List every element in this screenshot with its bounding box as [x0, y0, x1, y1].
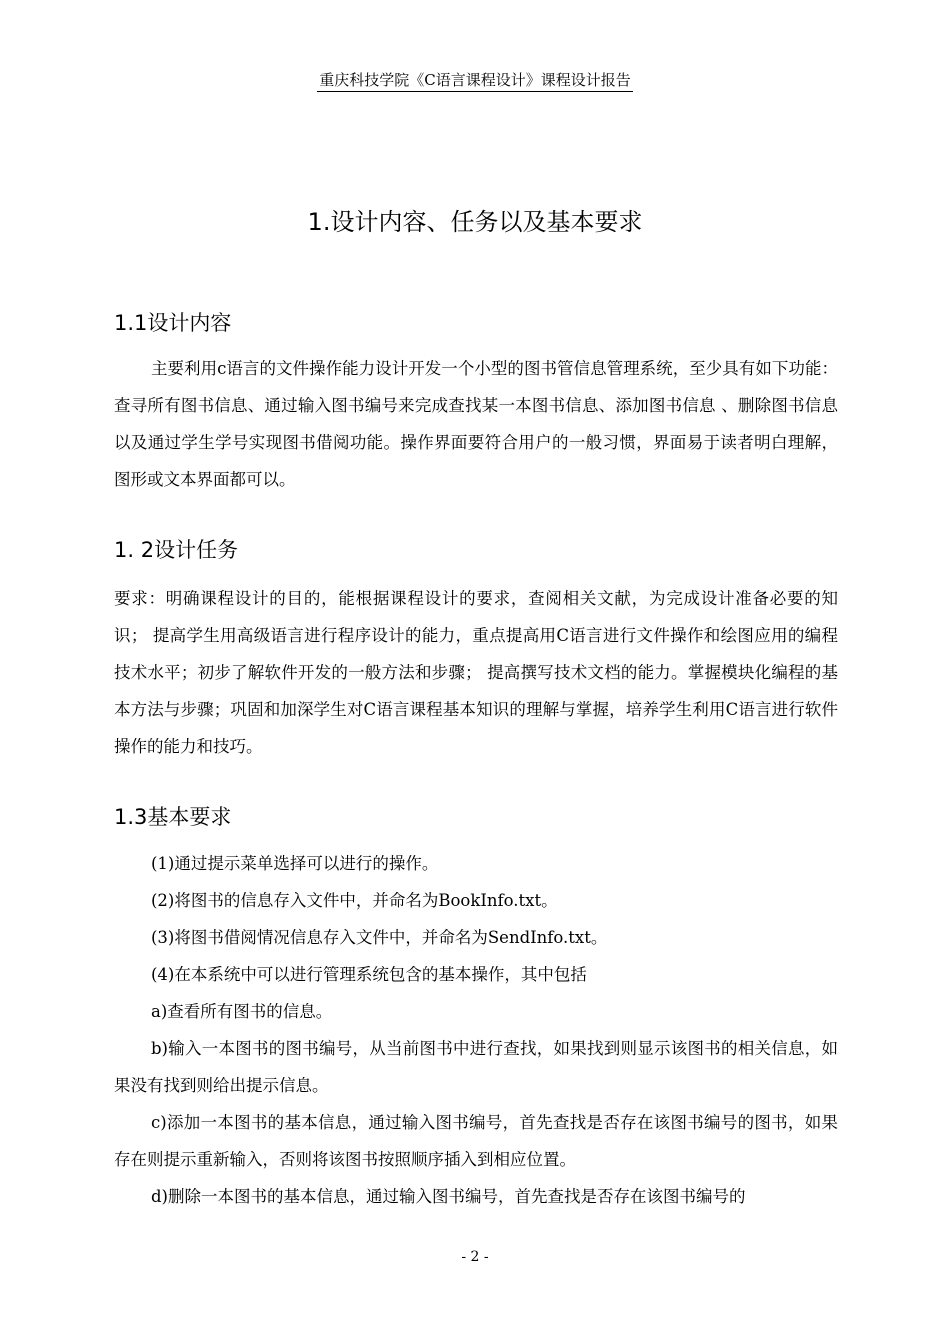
requirement-item: c)添加一本图书的基本信息，通过输入图书编号，首先查找是否存在该图书编号的图书，如果存在则提示重新输入，否则将该图书按照顺序插入到相应位置。 [114, 1113, 838, 1169]
requirement-item: d)删除一本图书的基本信息，通过输入图书编号，首先查找是否存在该图书编号的 [151, 1187, 746, 1206]
section-task-body: 要求：明确课程设计的目的，能根据课程设计的要求，查阅相关文献，为完成设计准备必要的知识； 提高学生用高级语言进行程序设计的能力，重点提高用C语言进行文件操作和绘图应用的编程技术水平；初步了解软件开发的一般方法和步骤； 提高撰写技术文档的能力。掌握模块化编程的基本方法与步骤；巩固和加深学生对C语言课程基本知识的理解与掌握，培养学生利用C语言进行软件操作的能力和技巧。 [114, 589, 838, 756]
requirement-item: (1)通过提示菜单选择可以进行的操作。 [151, 854, 439, 873]
header-text: 重庆科技学院《C语言课程设计》课程设计报告 [317, 70, 632, 92]
page-header [0, 70, 950, 92]
requirement-item: (2)将图书的信息存入文件中，并命名为BookInfo.txt。 [151, 891, 558, 910]
section-content-body: 主要利用c语言的文件操作能力设计开发一个小型的图书管信息管理系统，至少具有如下功能：查寻所有图书信息、通过输入图书编号来完成查找某一本图书信息、添加图书信息 、删除图书信息 以及通过学生学号实现图书借阅功能。操作界面要符合用户的一般习惯，界面易于读者明白理解，图形或文本界面都可以。 [114, 359, 838, 489]
requirement-item: (4)在本系统中可以进行管理系统包含的基本操作，其中包括 [151, 965, 587, 984]
requirement-item: a)查看所有图书的信息。 [151, 1002, 333, 1021]
chapter-title: 1.设计内容、任务以及基本要求 [307, 208, 643, 236]
section-heading-task: 1. 2设计任务 [114, 538, 239, 562]
requirement-item: (3)将图书借阅情况信息存入文件中，并命名为SendInfo.txt。 [151, 928, 608, 947]
requirement-item: b)输入一本图书的图书编号，从当前图书中进行查找，如果找到则显示该图书的相关信息，如果没有找到则给出提示信息。 [114, 1039, 838, 1095]
section-heading-requirements: 1.3基本要求 [114, 805, 232, 829]
section-heading-content: 1.1设计内容 [114, 311, 232, 335]
page-number: - 2 - [461, 1249, 489, 1265]
